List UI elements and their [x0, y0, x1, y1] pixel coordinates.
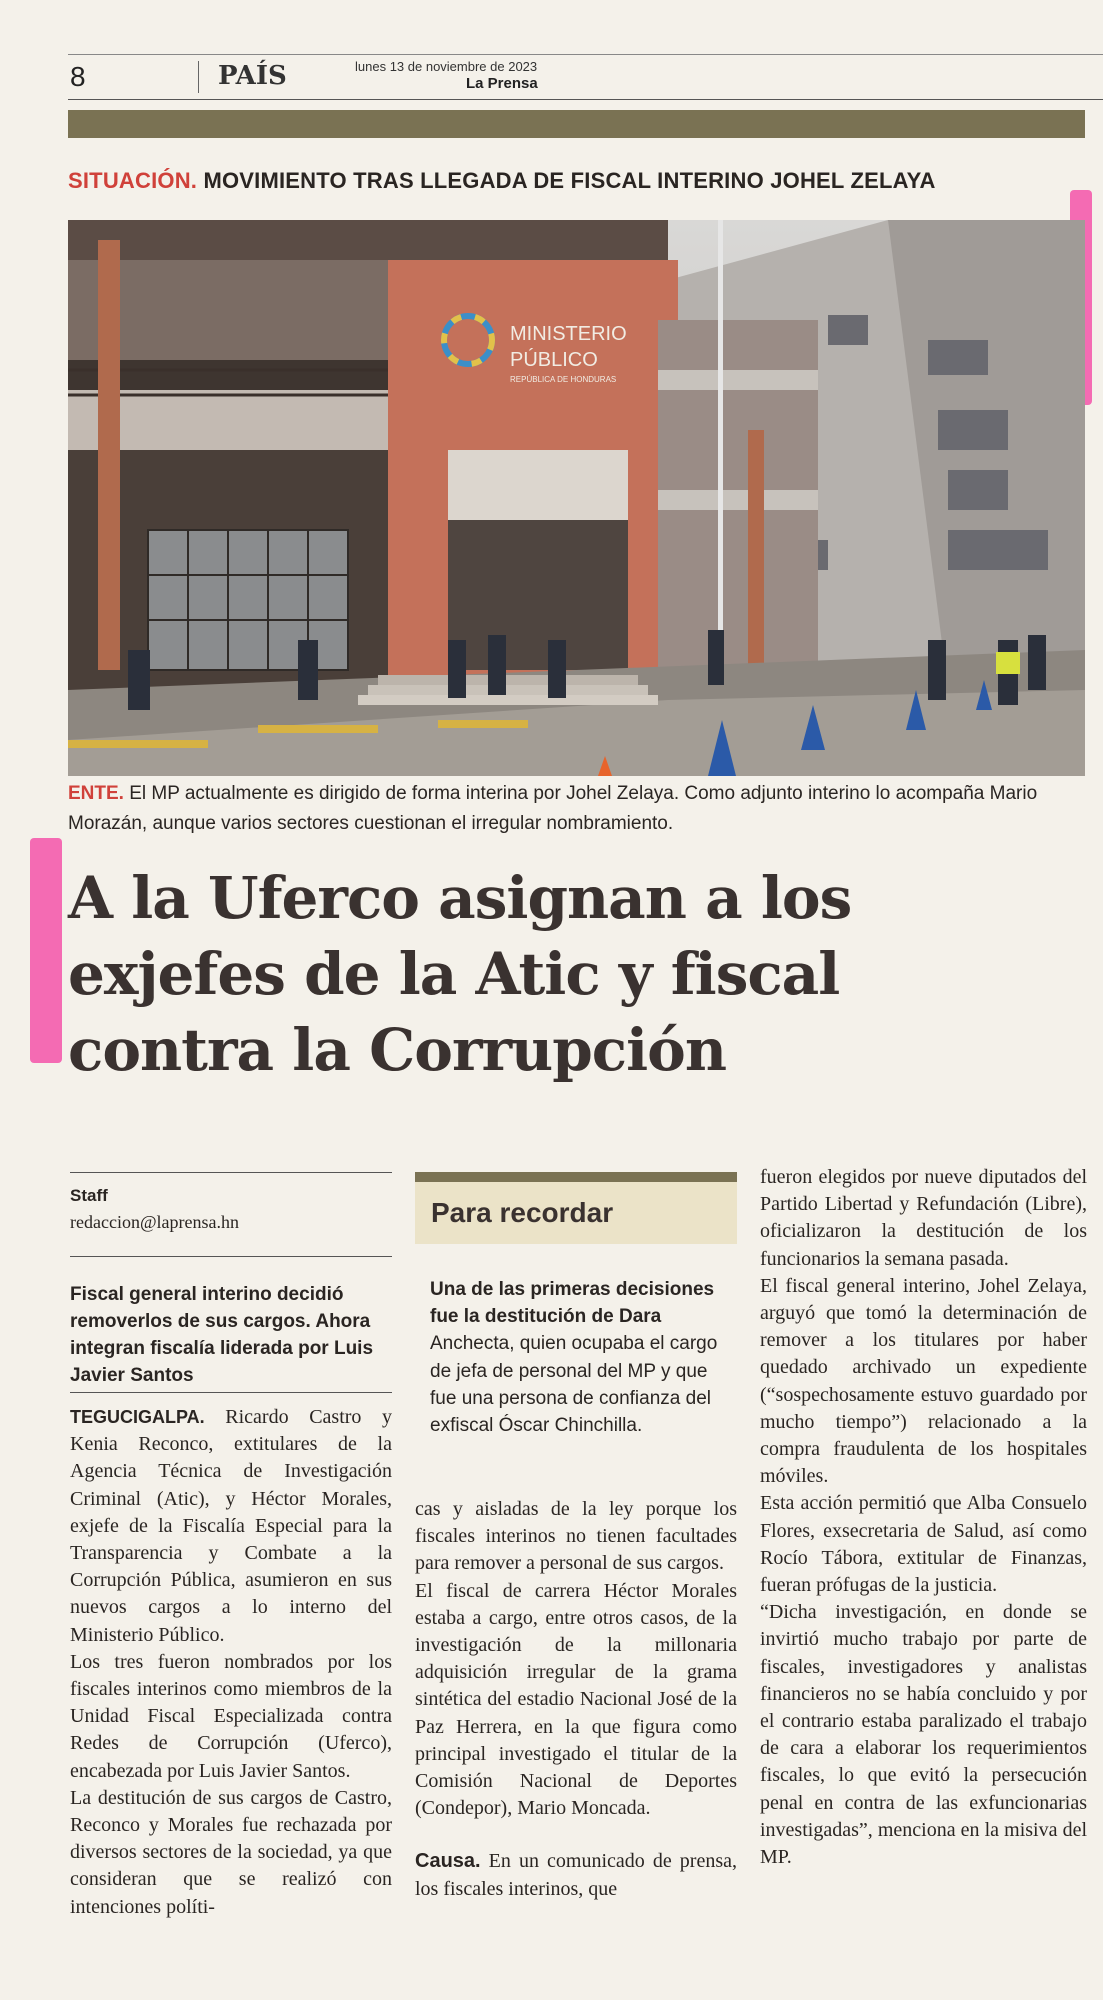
deck-rule	[70, 1392, 392, 1393]
highlighter-mark-headline	[30, 838, 62, 1063]
paragraph-4: cas y aisladas de la ley porque los fiscales interinos no tienen facultades para remover a personal de sus cargos.	[415, 1498, 737, 1575]
sign-line-2: PÚBLICO	[510, 349, 598, 371]
paragraph-9: Esta acción permitió que Alba Consuelo Flores, exsecretaria de Salud, así como Rocío Tábora, extitular de Finanzas, fueran prófugas de la justicia.	[760, 1492, 1087, 1597]
paragraph-1	[70, 1404, 392, 1649]
kicker-text: MOVIMIENTO TRAS LLEGADA DE FISCAL INTERINO JOHEL ZELAYA	[203, 168, 936, 193]
sidebar-body	[430, 1276, 730, 1439]
article-headline	[68, 860, 1085, 1088]
kicker-label: SITUACIÓN.	[68, 168, 198, 193]
paragraph-8: El fiscal general interino, Johel Zelaya, arguyó que tomó la determinación de remover a los titulares por haber quedado archivado un expediente (“sospechosamente estuvo guardado por mucho tiempo”) relacionado a la compra fraudulenta de los hospitales móviles.	[760, 1274, 1087, 1488]
headline-line-1: A la Uferco asignan a los	[68, 864, 852, 932]
paragraph-2: Los tres fueron nombrados por los fiscales interinos como miembros de la Unidad Fiscal Especializada contra Redes de Corrupción (Uferco), encabezada por Luis Javier Santos.	[70, 1650, 392, 1782]
building-photo	[68, 220, 1085, 776]
column-1	[70, 1404, 392, 1921]
caption-lead: ENTE.	[68, 783, 124, 804]
paragraph-3: La destitución de sus cargos de Castro, Reconco y Morales fue rechazada por diversos sectores de la sociedad, ya que consideran que se realizó con intenciones políti-	[70, 1786, 392, 1918]
sign-line-1: MINISTERIO	[510, 323, 627, 345]
photo-caption	[68, 779, 1085, 839]
paragraph-5: El fiscal de carrera Héctor Morales estaba a cargo, entre otros casos, de la investigación de la millonaria adquisición irregular de la grama sintética del estadio Nacional José de la Paz Herrera, en la que figura como principal investigado el titular de la Comisión Nacional de Deportes (Condepor), Mario Moncada.	[415, 1579, 737, 1820]
page-number: 8	[70, 61, 86, 92]
headline-line-3: contra la Corrupción	[68, 1016, 726, 1084]
byline-rule-top	[70, 1172, 392, 1173]
caption-text: El MP actualmente es dirigido de forma interina por Johel Zelaya. Como adjunto interino lo acompaña Mario Morazán, aunque varios sectores cuestionan el irregular nombramiento.	[68, 783, 1038, 834]
newspaper-name: La Prensa	[466, 75, 538, 92]
paragraph-1-text: Ricardo Castro y Kenia Reconco, extitulares de la Agencia Técnica de Investigación Criminal (Atic), y Héctor Morales, exjefe de la Fiscalía Especial para la Transparencia y Combate a la Corrupción Pública, asumieron en sus nuevos cargos a lo interno del Ministerio Público.	[70, 1406, 393, 1646]
byline-email: redaccion@laprensa.hn	[70, 1212, 239, 1232]
dateline: TEGUCIGALPA.	[70, 1407, 205, 1427]
column-2	[415, 1496, 737, 1903]
section-bar	[68, 110, 1085, 138]
paragraph-10: “Dicha investigación, en donde se invirtió mucho trabajo por parte de fiscales, investigadores y analistas financieros no se había concluido y por el contrario estaba paralizado el trabajo de cara a elaborar los requerimientos fiscales, lo que evitó la persecución penal en contra de las exfuncionarias investigadas”, menciona en la misiva del MP.	[760, 1601, 1087, 1869]
issue-date: lunes 13 de noviembre de 2023	[355, 59, 538, 74]
sidebar-bold: Una de las primeras decisiones fue la destitución de Dara	[430, 1279, 715, 1328]
section-name: PAÍS	[218, 61, 287, 91]
paragraph-6-text: En un comunicado de prensa, los fiscales interinos, que	[415, 1850, 737, 1900]
page-header	[68, 54, 1103, 100]
sidebar-title: Para recordar	[415, 1182, 737, 1244]
header-divider	[198, 61, 199, 93]
sidebar-bar	[415, 1172, 737, 1182]
subhead-causa: Causa.	[415, 1850, 481, 1873]
article-photo	[68, 220, 1085, 776]
byline-author: Staff	[70, 1186, 108, 1205]
headline-line-2: exjefes de la Atic y fiscal	[68, 940, 840, 1008]
article-deck: Fiscal general interino decidió removerlos de sus cargos. Ahora integran fiscalía liderada por Luis Javier Santos	[70, 1284, 374, 1386]
sidebar-text: Anchecta, quien ocupaba el cargo de jefa de personal del MP y que fue una persona de confianza del exfiscal Óscar Chinchilla.	[430, 1333, 718, 1437]
sign-line-3: REPÚBLICA DE HONDURAS	[510, 375, 617, 384]
column-3	[760, 1164, 1087, 1871]
paragraph-7: fueron elegidos por nueve diputados del Partido Libertad y Refundación (Libre), oficializaron la destitución de los funcionarios la semana pasada.	[760, 1166, 1087, 1270]
kicker	[68, 168, 936, 194]
byline-rule-bottom	[70, 1256, 392, 1257]
paragraph-6	[415, 1848, 737, 1902]
